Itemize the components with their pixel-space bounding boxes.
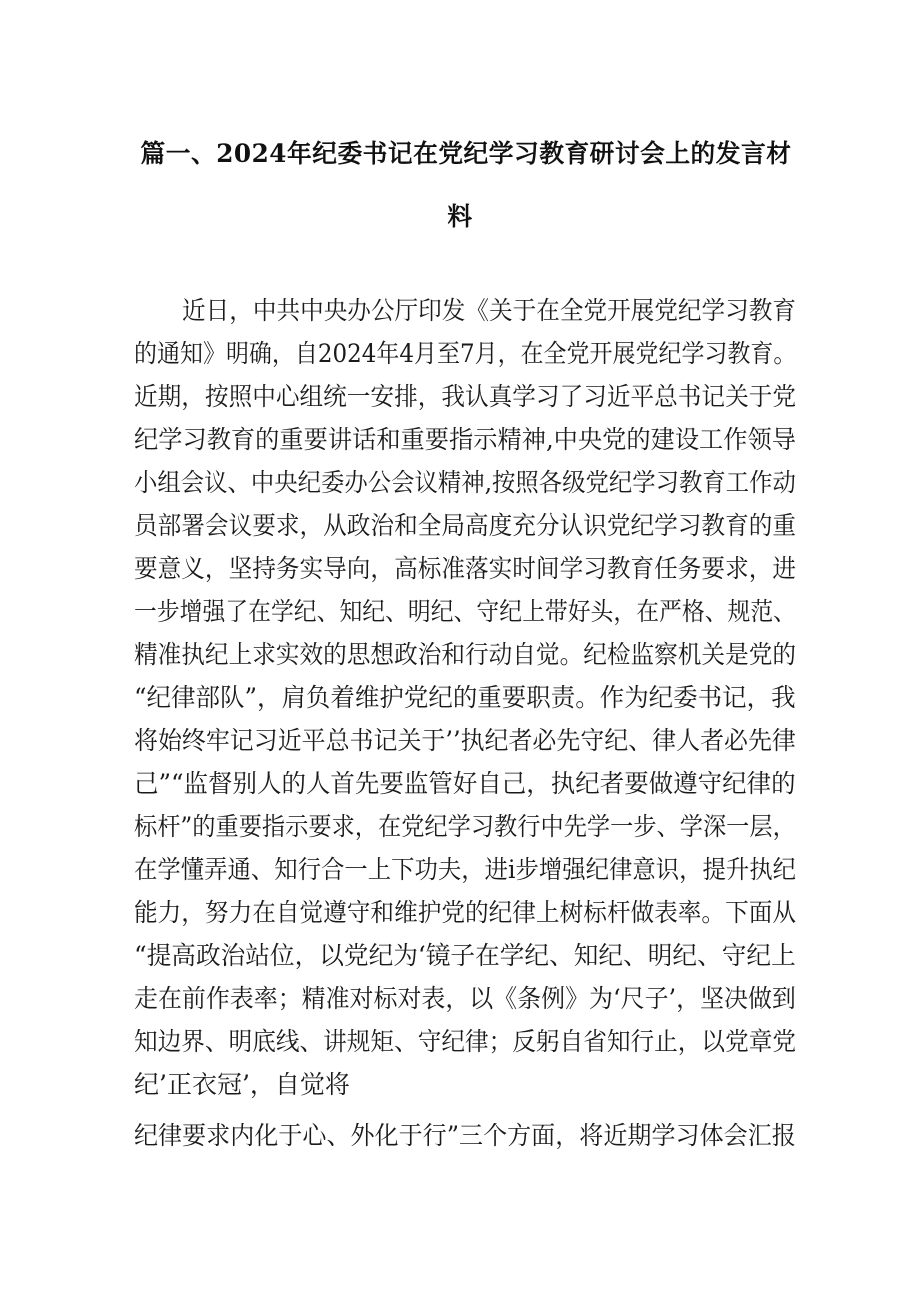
body-line: 一步增强了在学纪、知纪、明纪、守纪上带好头，在严格、规范、: [134, 597, 797, 626]
body-line: 要意义，坚持务实导向，高标准落实时间学习教育任务要求，进: [134, 554, 797, 583]
body-line: 标杆”的重要指示要求，在党纪学习教行中先学一步、学深一层，: [134, 812, 796, 841]
body-line: 知边界、明底线、讲规矩、守纪律；反躬自省知行止，以党章党: [134, 1027, 797, 1056]
document-title-line-1: 篇一、2024年纪委书记在党纪学习教育研讨会上的发言材: [140, 139, 792, 168]
body-line: 精准执纪上求实效的思想政治和行动自觉。纪检监察机关是党的: [134, 640, 797, 669]
body-line: 小组会议、中央纪委办公会议精神,按照各级党纪学习教育工作动: [134, 468, 796, 497]
body-line: 近日，中共中央办公厅印发《关于在全党开展党纪学习教育: [182, 296, 797, 325]
body-line: 近期，按照中心组统一安排，我认真学习了习近平总书记关于党: [134, 382, 797, 411]
body-line: 能力，努力在自觉遵守和维护党的纪律上树标杆做表率。下面从: [134, 898, 797, 927]
body-line: 的通知》明确，自2024年4月至7月，在全党开展党纪学习教育。: [134, 339, 797, 368]
body-line: 将始终牢记习近平总书记关于’’执纪者必先守纪、律人者必先律: [134, 726, 796, 755]
body-line: 走在前作表率；精准对标对表，以《条例》为‘尺子’，坚决做到: [134, 984, 796, 1013]
body-line: 纪’正衣冠’，自觉将: [134, 1070, 350, 1099]
body-line: 己”“监督别人的人首先要监管好自己，执纪者要做遵守纪律的: [134, 769, 796, 798]
body-line: 纪律要求内化于心、外化于行”三个方面，将近期学习体会汇报: [134, 1121, 796, 1150]
body-line: 在学懂弄通、知行合一上下功夫，进i步增强纪律意识，提升执纪: [134, 855, 796, 884]
body-line: 纪学习教育的重要讲话和重要指示精神,中央党的建设工作领导: [134, 425, 796, 454]
body-line: “纪律部队”，肩负着维护党纪的重要职责。作为纪委书记，我: [134, 683, 796, 712]
document-title-line-2: 料: [447, 202, 473, 231]
body-line: “提高政治站位，以党纪为‘镜子在学纪、知纪、明纪、守纪上: [134, 941, 796, 970]
body-line: 员部署会议要求，从政治和全局高度充分认识党纪学习教育的重: [134, 511, 797, 540]
